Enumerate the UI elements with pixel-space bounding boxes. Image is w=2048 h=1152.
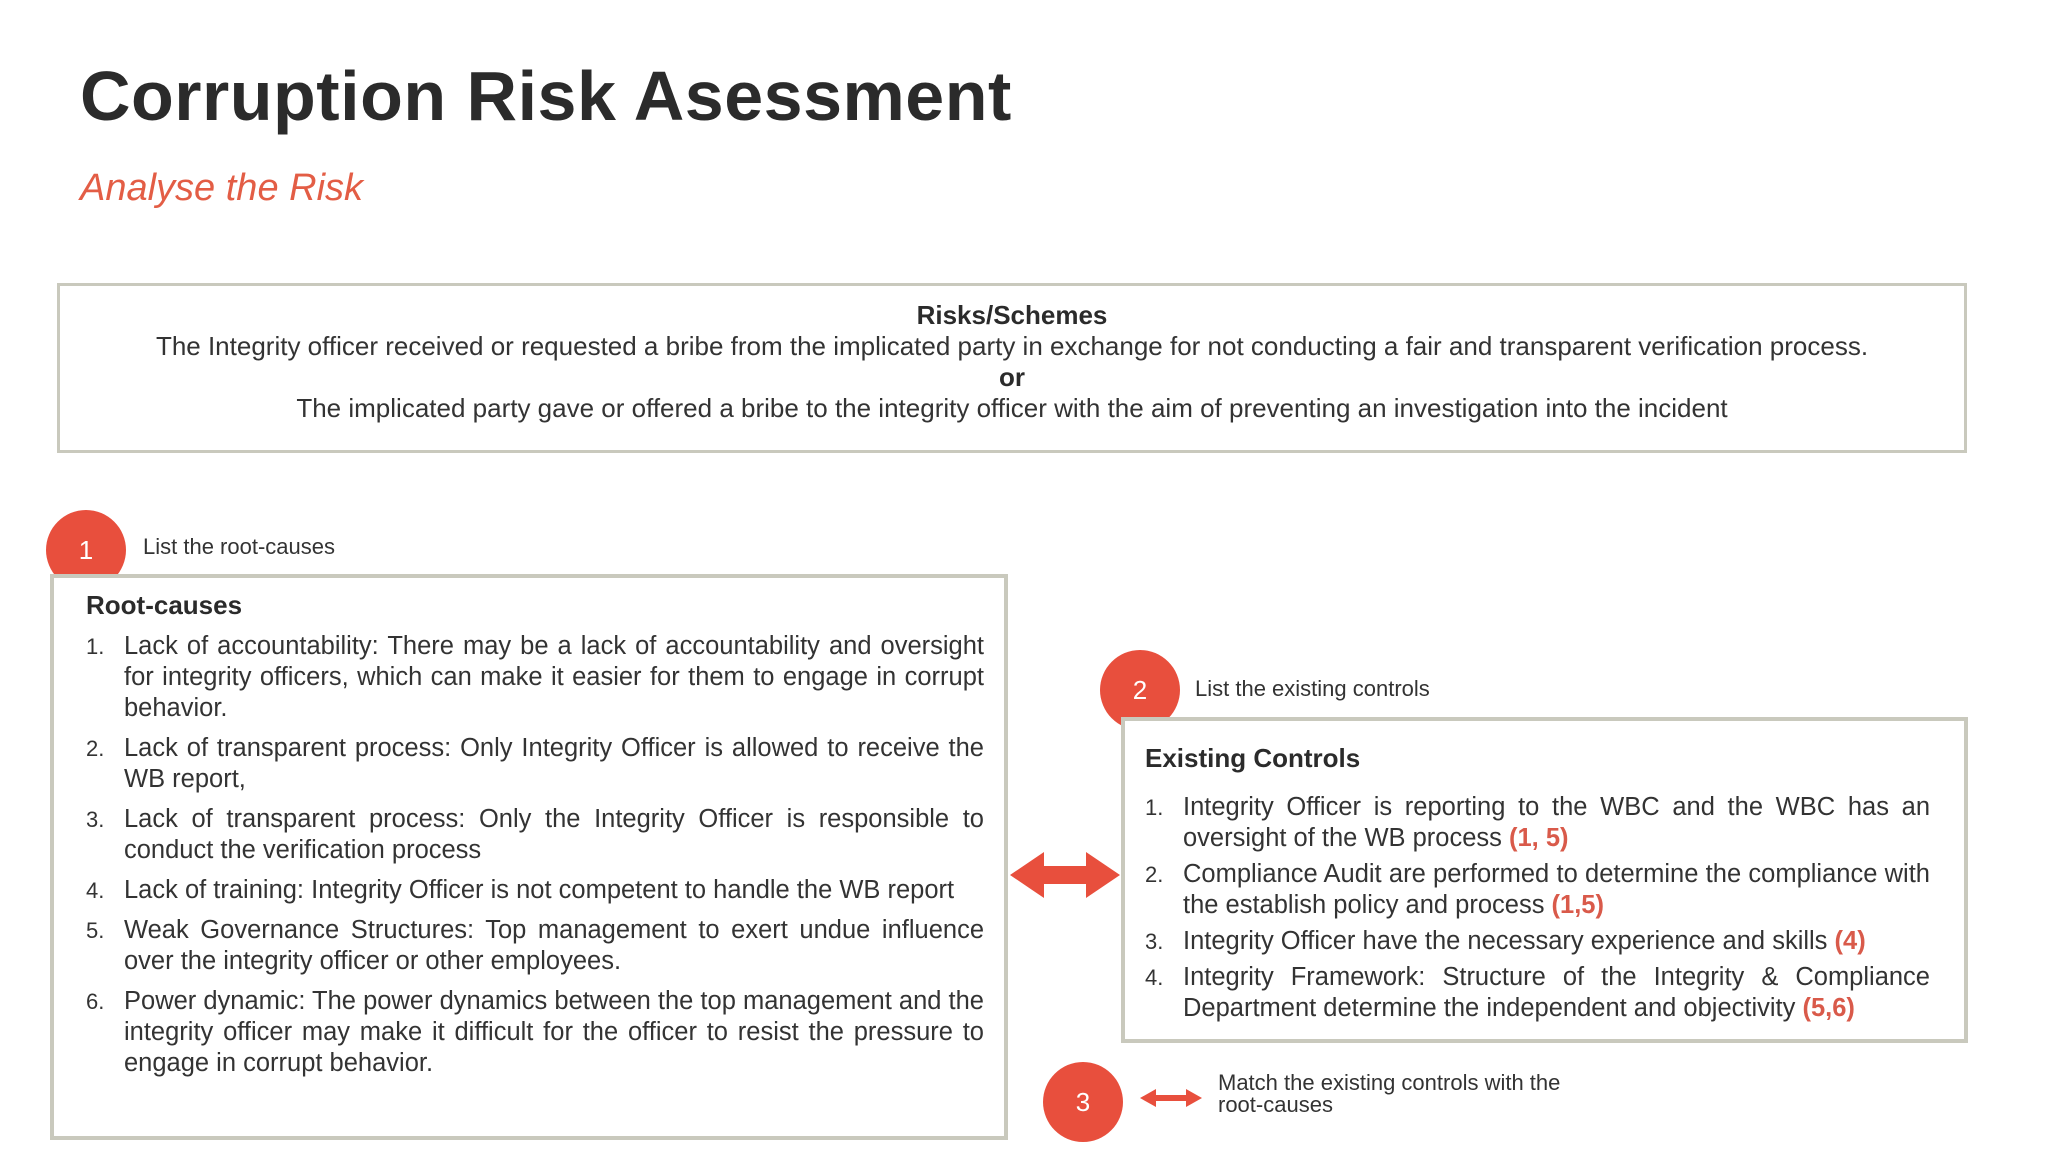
step-1-number: 1 [78,534,94,565]
list-item-number: 2. [1145,862,1164,887]
list-item-text: Lack of training: Integrity Officer is not competent to handle the WB report [124,876,955,904]
list-item [86,804,984,866]
step-3-number: 3 [1075,1086,1091,1117]
list-item [86,733,984,795]
list-item [1145,926,1930,957]
double-headed-arrow-icon [1010,850,1120,900]
step-2-label: List the existing controls [1195,676,1430,701]
step-3-badge [1043,1062,1123,1142]
list-item [1145,859,1930,921]
step-2-number: 2 [1132,674,1148,705]
list-item-number: 5. [86,918,105,943]
root-cause-reference: (5,6) [1802,994,1855,1022]
list-item [1145,792,1930,854]
existing-controls-panel [1121,717,1968,1043]
list-item-text: Lack of transparent process: Only the Integrity Officer is responsible to conduct the verification process [124,805,984,864]
list-item-text: Integrity Officer is reporting to the WBC and the WBC has an oversight of the WB process [1183,793,1930,852]
list-item-text: Lack of transparent process: Only Integrity Officer is allowed to receive the WB report, [124,734,984,793]
list-item-number: 1. [1145,795,1164,820]
list-item-number: 6. [86,989,105,1014]
step-1-label: List the root-causes [143,534,335,559]
list-item-text: Compliance Audit are performed to determine the compliance with the establish policy and process [1183,860,1930,919]
list-item-number: 2. [86,736,105,761]
small-double-headed-arrow-icon [1140,1088,1202,1108]
list-item-text: Integrity Officer have the necessary experience and skills [1183,927,1835,955]
list-item-text: Weak Governance Structures: Top management to exert undue influence over the integrity officer or other employees. [124,916,984,975]
list-item-number: 3. [86,807,105,832]
risks-schemes-box [57,283,1967,453]
risks-heading: Risks/Schemes [916,300,1108,330]
list-item [86,631,984,724]
existing-controls-list [1145,792,1930,1024]
root-causes-panel [50,574,1008,1140]
list-item-number: 4. [86,878,105,903]
list-item [86,875,984,906]
list-item-number: 3. [1145,929,1164,954]
risk-scheme-2: The implicated party gave or offered a bribe to the integrity officer with the aim of preventing an investigation into the incident [296,393,1728,423]
list-item-text: Lack of accountability: There may be a lack of accountability and oversight for integrity officers, which can make it easier for them to engage in corrupt behavior. [124,632,984,722]
list-item [86,915,984,977]
step-3-label: Match the existing controls with the root-causes [1218,1070,1561,1117]
root-cause-reference: (4) [1834,927,1866,955]
root-cause-reference: (1,5) [1551,891,1604,919]
list-item-text: Power dynamic: The power dynamics between the top management and the integrity officer may make it difficult for the officer to resist the pressure to engage in corrupt behavior. [124,987,984,1077]
root-cause-reference: (1, 5) [1508,824,1569,852]
page-subtitle: Analyse the Risk [80,167,364,209]
risks-or-separator: or [999,362,1025,392]
risk-scheme-1: The Integrity officer received or requested a bribe from the implicated party in exchange for not conducting a fair and transparent verification process. [155,331,1869,361]
existing-controls-title: Existing Controls [1145,743,1361,773]
list-item-number: 4. [1145,965,1164,990]
list-item-text: Integrity Framework: Structure of the Integrity & Compliance Department determine the independent and objectivity [1183,963,1930,1022]
root-causes-title: Root-causes [86,590,243,620]
list-item-number: 1. [86,634,105,659]
list-item [1145,962,1930,1024]
page-title: Corruption Risk Asessment [80,57,1012,135]
root-causes-list [86,631,984,1079]
list-item [86,986,984,1079]
